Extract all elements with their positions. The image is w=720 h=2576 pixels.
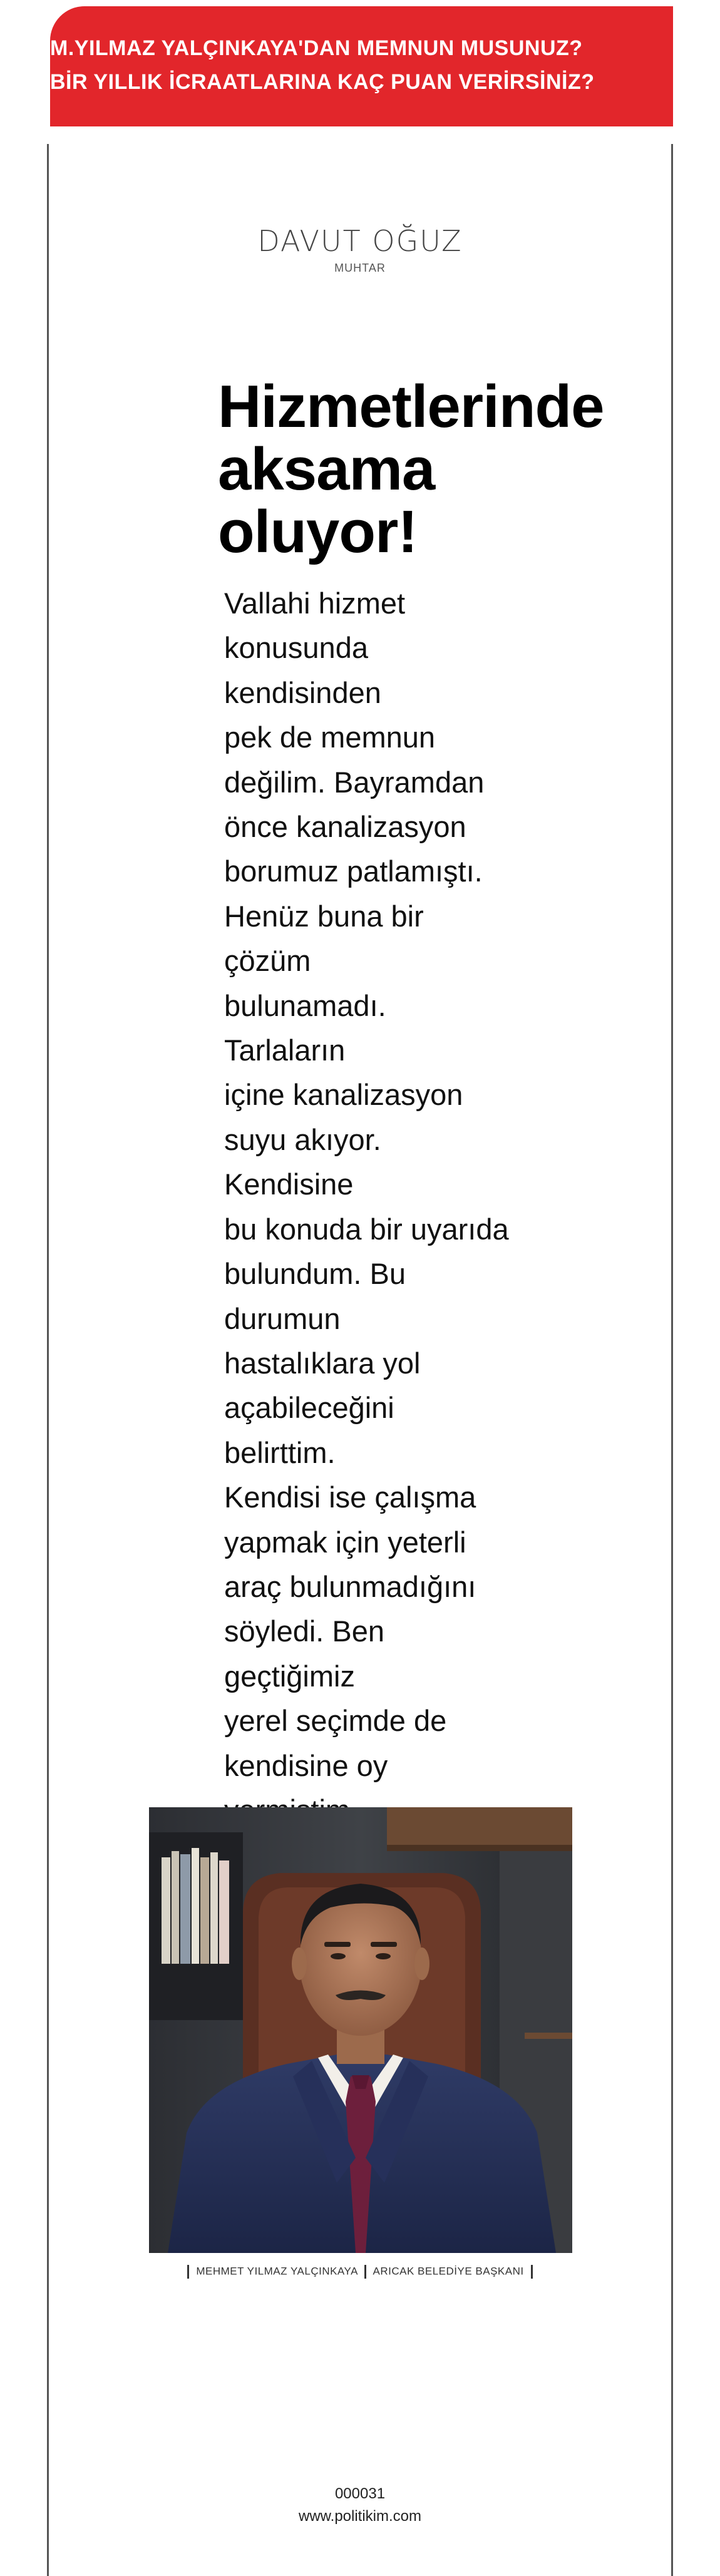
body-line: bu konuda bir uyarıda xyxy=(224,1212,509,1246)
left-page-rule xyxy=(47,144,49,2576)
body-line: önce kanalizasyon xyxy=(224,810,466,844)
caption-name: MEHMET YILMAZ YALÇINKAYA xyxy=(196,2265,357,2277)
mayor-portrait-photo xyxy=(149,1807,572,2253)
banner-question-line-2: BİR YILLIK İCRAATLARINA KAÇ PUAN VERİRSİNİZ? xyxy=(50,70,595,94)
body-line: Vallahi hizmet xyxy=(224,587,406,620)
body-line: kendisine oy xyxy=(224,1748,388,1782)
headline-line: oluyor! xyxy=(218,498,418,565)
caption-divider xyxy=(187,2265,189,2279)
body-line: Henüz buna bir çözüm xyxy=(224,899,424,978)
author-role: MUHTAR xyxy=(334,262,386,274)
body-line: konusunda kendisinden xyxy=(224,631,381,709)
body-line: açabileceğini belirttim. xyxy=(224,1391,394,1469)
body-line: bulunamadı. Tarlaların xyxy=(224,988,386,1067)
banner-question-line-1: M.YILMAZ YALÇINKAYA'DAN MEMNUN MUSUNUZ? xyxy=(50,36,583,60)
body-line: suyu akıyor. Kendisine xyxy=(224,1122,381,1201)
website-link[interactable]: www.politikim.com xyxy=(298,2508,422,2525)
body-line: borumuz patlamıştı. xyxy=(224,854,483,888)
caption-divider xyxy=(531,2265,533,2279)
body-line: yerel seçimde de xyxy=(224,1704,447,1738)
headline-line: aksama xyxy=(218,436,435,503)
body-line: söyledi. Ben geçtiğimiz xyxy=(224,1614,385,1693)
photo-caption xyxy=(0,2265,720,2279)
body-line: yapmak için yeterli xyxy=(224,1525,466,1559)
article-headline xyxy=(218,373,656,565)
body-line: araç bulunmadığını xyxy=(224,1569,476,1603)
headline-line: Hizmetlerinde xyxy=(218,373,604,440)
question-banner xyxy=(50,6,673,126)
body-line: Kendisi ise çalışma xyxy=(224,1480,476,1514)
body-line: pek de memnun xyxy=(224,721,436,754)
right-page-rule xyxy=(671,144,673,2576)
body-line: değilim. Bayramdan xyxy=(224,765,485,799)
caption-title: ARICAK BELEDİYE BAŞKANI xyxy=(373,2265,524,2277)
page-code: 000031 xyxy=(334,2485,386,2502)
portrait-illustration xyxy=(149,1807,572,2253)
author-name: DAVUT OĞUZ xyxy=(257,224,463,258)
caption-divider xyxy=(364,2265,366,2279)
body-line: içine kanalizasyon xyxy=(224,1078,463,1112)
body-line: bulundum. Bu durumun xyxy=(224,1257,406,1335)
body-line: hastalıklara yol xyxy=(224,1346,421,1380)
